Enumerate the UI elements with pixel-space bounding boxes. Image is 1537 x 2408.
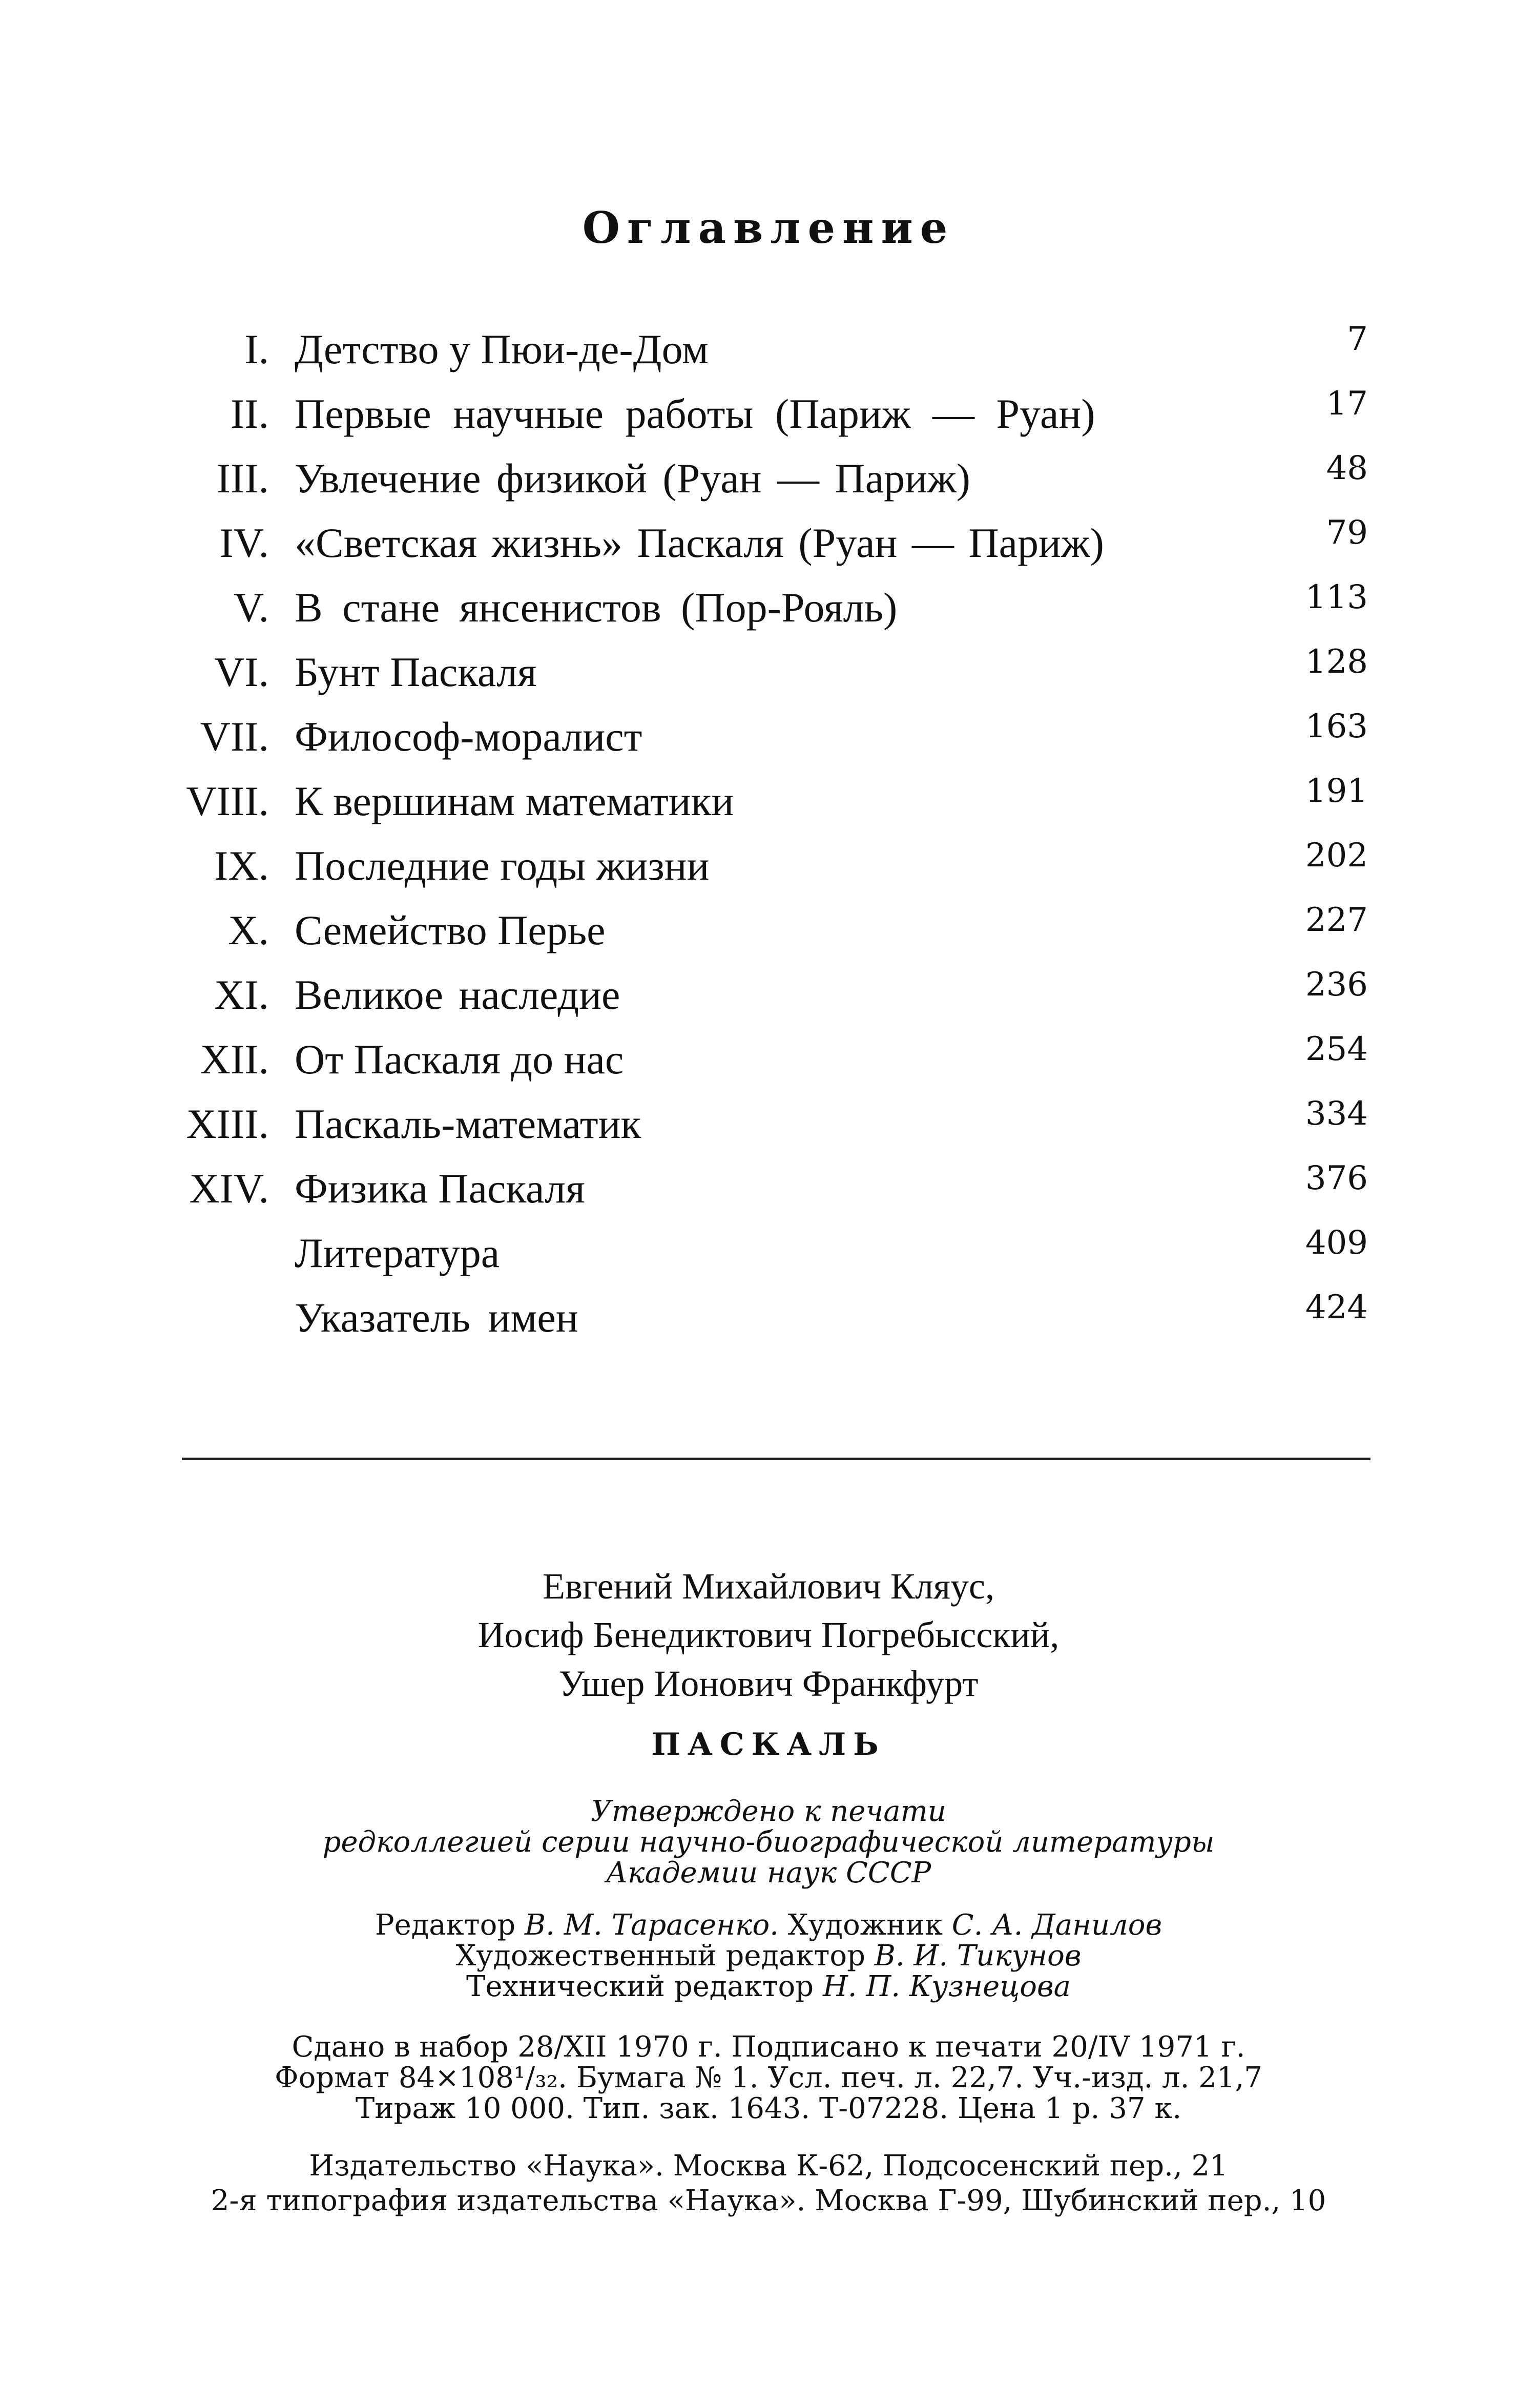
toc-item-title: Великое наследие — [295, 971, 620, 1018]
publisher-line: Издательство «Наука». Москва К-62, Подсосенский пер., 21 — [309, 2149, 1228, 2183]
toc-item — [0, 901, 1537, 971]
toc-item — [0, 578, 1537, 648]
toc-item-page: 334 — [1305, 1095, 1368, 1133]
printer-line: 2-я типография издательства «Наука». Москва Г-99, Шубинский пер., 10 — [211, 2184, 1326, 2217]
tech-editor-label: Технический редактор — [466, 1970, 814, 2003]
toc-item-number: VI. — [214, 649, 269, 695]
toc-item-page: 163 — [1305, 708, 1368, 745]
toc-item — [0, 1159, 1537, 1229]
approval-line: Академии наук СССР — [606, 1856, 931, 1890]
toc-item-number: V. — [233, 584, 269, 631]
toc-item-title: Философ-моралист — [295, 713, 642, 760]
divider-rule — [182, 1458, 1370, 1460]
toc-item — [0, 1095, 1537, 1165]
toc-item-number: X. — [228, 907, 269, 953]
toc-item-title: В стане янсенистов (Пор-Рояль) — [295, 584, 898, 631]
toc-item-page: 191 — [1305, 772, 1368, 810]
author-name: Иосиф Бенедиктович Погребысский, — [477, 1614, 1060, 1655]
editor-line — [0, 1908, 1537, 1942]
toc-item — [0, 514, 1537, 584]
toc-item — [0, 708, 1537, 777]
toc-item-page: 376 — [1305, 1159, 1368, 1197]
toc-item-number: XIII. — [186, 1101, 269, 1147]
imprint-line: Сдано в набор 28/XII 1970 г. Подписано к печати 20/IV 1971 г. — [292, 2030, 1245, 2064]
toc-item-page: 254 — [1305, 1030, 1368, 1068]
toc-item — [0, 1224, 1537, 1294]
toc-item-page: 79 — [1326, 514, 1368, 552]
toc-item-title: Литература — [295, 1230, 500, 1276]
approval-line: Утверждено к печати — [591, 1795, 946, 1828]
toc-item — [0, 320, 1537, 390]
toc-item-number: XII. — [200, 1036, 269, 1083]
approval-line: редколлегией серии научно-биографической литературы — [322, 1825, 1215, 1859]
toc-item-title: Детство у Пюи-де-Дом — [295, 326, 709, 372]
imprint-line: Формат 84×108¹/₃₂. Бумага № 1. Усл. печ. л. 22,7. Уч.-изд. л. 21,7 — [275, 2061, 1262, 2094]
toc-item-page: 113 — [1305, 578, 1368, 616]
toc-item-title: Указатель имен — [295, 1294, 578, 1341]
toc-item-number: XI. — [214, 971, 269, 1018]
art-editor-name: В. И. Тикунов — [874, 1939, 1082, 1973]
tech-editor-name: Н. П. Кузнецова — [822, 1970, 1071, 2003]
toc-item-number: II. — [230, 390, 269, 437]
toc-item-title: К вершинам математики — [295, 778, 734, 824]
toc-item-title: Физика Паскаля — [295, 1165, 585, 1212]
toc-item-number: IX. — [214, 842, 269, 889]
toc-item-page: 128 — [1305, 643, 1368, 681]
toc-item-title: Увлечение физикой (Руан — Париж) — [295, 455, 970, 502]
toc-item-number: IV. — [219, 520, 269, 566]
toc-item — [0, 643, 1537, 713]
toc-item-title: Бунт Паскаля — [295, 649, 537, 695]
editor-label: Редактор — [375, 1908, 516, 1942]
imprint-line: Тираж 10 000. Тип. зак. 1643. Т-07228. Цена 1 р. 37 к. — [355, 2092, 1182, 2125]
toc-title: Оглавление — [582, 202, 955, 253]
toc-item — [0, 1030, 1537, 1100]
art-editor-line — [0, 1939, 1537, 1973]
tech-editor-line — [0, 1970, 1537, 2003]
toc-item-page: 236 — [1305, 966, 1368, 1004]
toc-item-number: VIII. — [186, 778, 269, 824]
artist-label: Художник — [787, 1908, 943, 1942]
toc-item-title: «Светская жизнь» Паскаля (Руан — Париж) — [295, 520, 1104, 566]
toc-item — [0, 1289, 1537, 1358]
toc-item-page: 7 — [1347, 320, 1368, 358]
toc-item-title: Первые научные работы (Париж — Руан) — [295, 390, 1095, 437]
art-editor-label: Художественный редактор — [455, 1939, 865, 1973]
toc-item-title: От Паскаля до нас — [295, 1036, 624, 1083]
toc-item-title: Последние годы жизни — [295, 842, 710, 889]
toc-item-number: VII. — [200, 713, 269, 760]
toc-item-page: 424 — [1305, 1289, 1368, 1326]
toc-item-page: 227 — [1305, 901, 1368, 939]
toc-item-title: Паскаль-математик — [295, 1101, 641, 1147]
toc-item-number: XIV. — [189, 1165, 269, 1212]
toc-item — [0, 385, 1537, 454]
toc-item-number: III. — [216, 455, 269, 502]
toc-item-page: 48 — [1326, 449, 1368, 487]
toc-item-title: Семейство Перье — [295, 907, 606, 953]
toc-item — [0, 449, 1537, 519]
editor-name: В. М. Тарасенко. — [524, 1908, 779, 1942]
artist-name: С. А. Данилов — [951, 1908, 1162, 1942]
toc-item-page: 202 — [1305, 837, 1368, 875]
toc-item-number: I. — [244, 326, 269, 372]
toc-item — [0, 772, 1537, 842]
author-name: Ушер Ионович Франкфурт — [558, 1663, 979, 1704]
toc-item-page: 409 — [1305, 1224, 1368, 1262]
toc-item — [0, 966, 1537, 1035]
toc-item-page: 17 — [1326, 385, 1368, 423]
toc-item — [0, 837, 1537, 906]
author-name: Евгений Михайлович Кляус, — [543, 1566, 994, 1607]
book-title: ПАСКАЛЬ — [651, 1727, 886, 1762]
